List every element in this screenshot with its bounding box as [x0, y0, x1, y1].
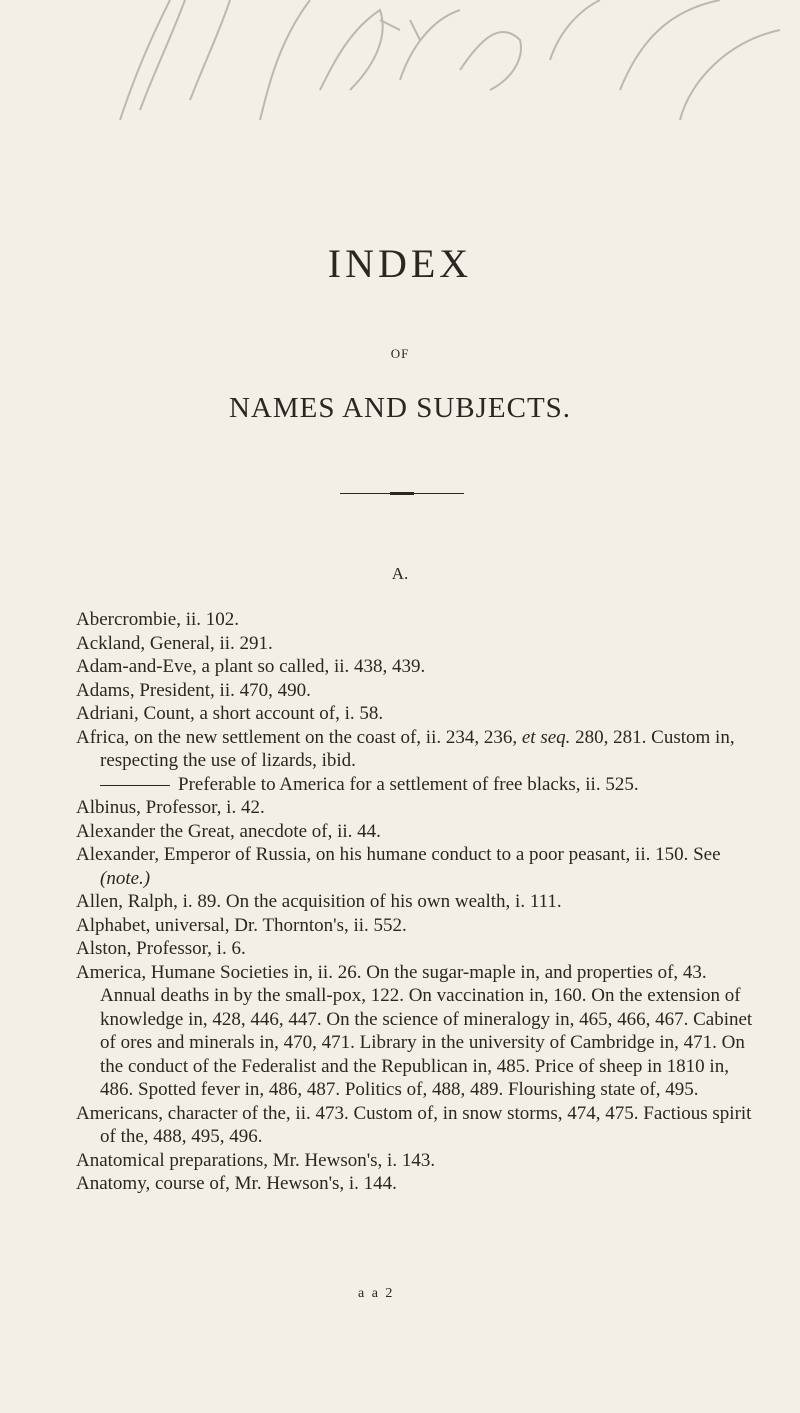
- ornamental-rule: [340, 492, 464, 495]
- index-entry: Alexander the Great, anecdote of, ii. 44.: [76, 820, 381, 842]
- index-entries: [76, 608, 766, 1196]
- signature-mark: a a 2: [358, 1286, 395, 1301]
- index-entry: America, Humane Societies in, ii. 26. On the sugar-maple in, and properties of, 43. Annual deaths in by the small-pox, 122. On vaccination in, 160. On the extension of knowledge in, 428, 446, 447. On the science of mineralogy in, 465, 466, 467. Cabinet of ores and minerals in, 470, 471. Library in the university of Cambridge in, 471. On the conduct of the Federalist and the Republican in, 485. Price of sheep in 1810 in, 486. Spotted fever in, 486, 487. Politics of, 488, 489. Flourishing state of, 495.: [76, 961, 753, 1100]
- page-title: INDEX: [327, 241, 473, 286]
- page-subtitle: NAMES AND SUBJECTS.: [228, 392, 572, 424]
- index-entry: Americans, character of the, ii. 473. Custom of, in snow storms, 474, 475. Factious spirit of the, 488, 495, 496.: [76, 1102, 752, 1147]
- index-entry: Alexander, Emperor of Russia, on his humane conduct to a poor peasant, ii. 150. See (note.): [76, 844, 721, 889]
- index-entry: Allen, Ralph, i. 89. On the acquisition of his own wealth, i. 111.: [76, 891, 562, 912]
- index-entry: Alphabet, universal, Dr. Thornton's, ii. 552.: [76, 914, 407, 936]
- index-entry: Africa, on the new settlement on the coast of, ii. 234, 236, et seq. 280, 281. Custom in, respecting the use of lizards, ibid.: [76, 726, 735, 771]
- index-entry: Anatomy, course of, Mr. Hewson's, i. 144.: [76, 1173, 397, 1194]
- section-letter: A.: [391, 564, 409, 583]
- index-entry: Albinus, Professor, i. 42.: [76, 797, 265, 818]
- index-entry: Ackland, General, ii. 291.: [76, 632, 273, 654]
- ditto-dash: [100, 785, 170, 786]
- index-entry: Abercrombie, ii. 102.: [76, 609, 240, 630]
- index-entry: Alston, Professor, i. 6.: [76, 938, 246, 959]
- index-entry: Adriani, Count, a short account of, i. 58.: [76, 703, 384, 724]
- title-connector: OF: [390, 346, 410, 361]
- index-entry: Adams, President, ii. 470, 490.: [76, 679, 311, 701]
- index-entry: Anatomical preparations, Mr. Hewson's, i. 143.: [76, 1149, 436, 1171]
- index-subentry: Preferable to America for a settlement of free blacks, ii. 525.: [76, 773, 766, 797]
- handwritten-scribble: [80, 0, 800, 140]
- index-entry: Adam-and-Eve, a plant so called, ii. 438, 439.: [76, 656, 426, 677]
